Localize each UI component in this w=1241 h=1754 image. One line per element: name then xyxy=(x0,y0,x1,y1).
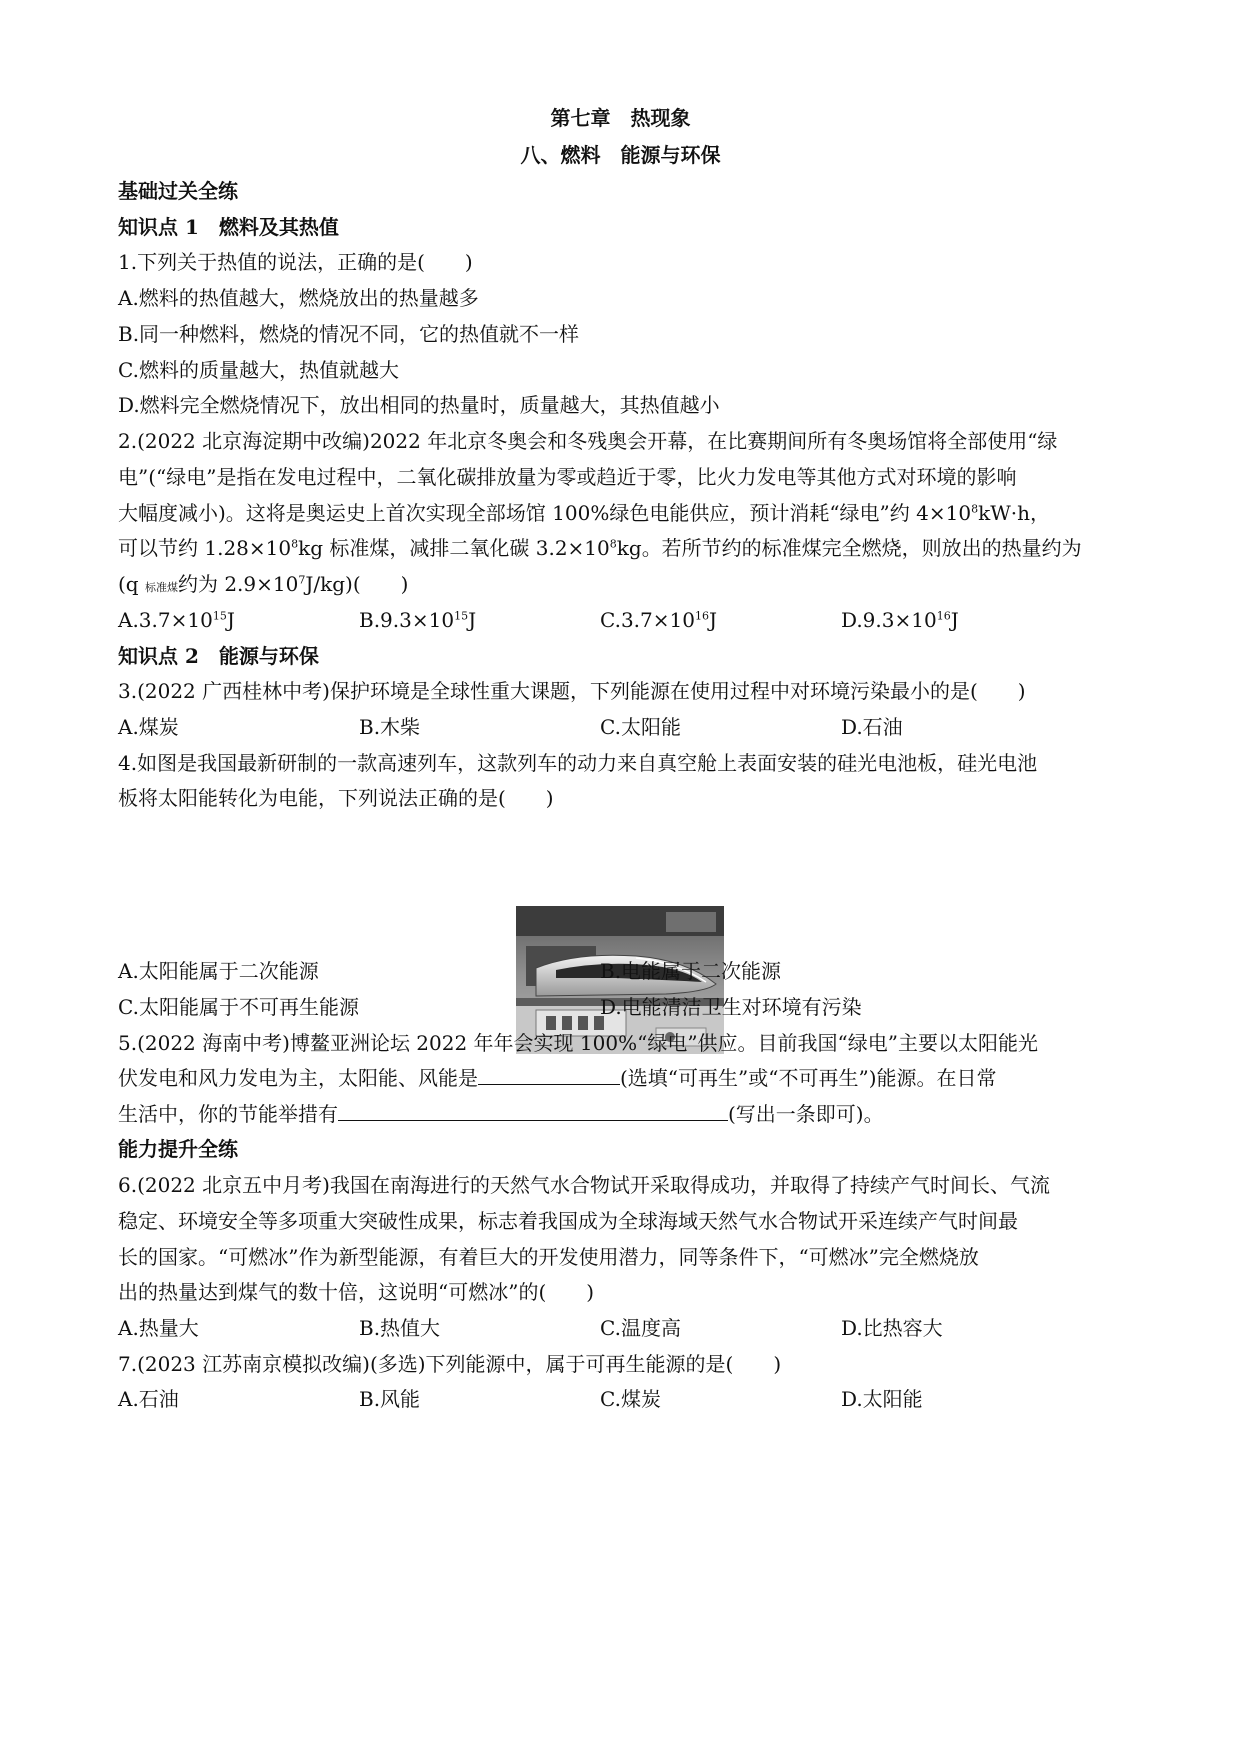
q1-option-d: D.燃料完全燃烧情况下，放出相同的热量时，质量越大，其热值越小 xyxy=(118,393,720,417)
q2-option-d xyxy=(841,606,959,634)
q4-option-c: C.太阳能属于不可再生能源 xyxy=(118,995,359,1019)
q2-option-b xyxy=(359,606,476,634)
q5-line-3-text-b: (写出一条即可)。 xyxy=(728,1102,884,1126)
q1-option-b: B.同一种燃料，燃烧的情况不同，它的热值就不一样 xyxy=(118,322,580,346)
q2-option-c-base: C.3.7×10 xyxy=(600,608,695,632)
q4-line-1: 4.如图是我国最新研制的一款高速列车，这款列车的动力来自真空舱上表面安装的硅光电池板，硅光电池 xyxy=(118,751,1038,775)
q2-option-b-exponent: 15 xyxy=(454,609,469,623)
q3-option-c: C.太阳能 xyxy=(600,715,681,739)
q6-line-4: 出的热量达到煤气的数十倍，这说明“可燃冰”的( ) xyxy=(118,1280,595,1304)
q2-option-b-base: B.9.3×10 xyxy=(359,608,455,632)
q2-line-5-exponent: 7 xyxy=(298,573,306,587)
q2-line-2: 电”(“绿电”是指在发电过程中，二氧化碳排放量为零或趋近于零，比火力发电等其他方式对环境的影响 xyxy=(118,465,1017,489)
q2-option-d-unit: J xyxy=(950,608,959,632)
q2-line-4-text-b: kg 标准煤，减排二氧化碳 3.2×10 xyxy=(298,536,610,560)
q2-option-b-unit: J xyxy=(468,608,477,632)
q5-line-1: 5.(2022 海南中考)博鳌亚洲论坛 2022 年年会实现 100%“绿电”供应。目前我国“绿电”主要以太阳能光 xyxy=(118,1031,1038,1055)
knowledge-point-2: 知识点 2 能源与环保 xyxy=(118,644,319,668)
q2-option-c xyxy=(600,606,717,634)
q6-option-c: C.温度高 xyxy=(600,1316,681,1340)
q3-option-a: A.煤炭 xyxy=(118,715,179,739)
q5-line-2-text-b: (选填“可再生”或“不可再生”)能源。在日常 xyxy=(620,1066,997,1090)
q6-line-1: 6.(2022 北京五中月考)我国在南海进行的天然气水合物试开采取得成功，并取得了持续产气时间长、气流 xyxy=(118,1173,1050,1197)
q3-option-d: D.石油 xyxy=(841,715,903,739)
q6-option-b: B.热值大 xyxy=(359,1316,441,1340)
q2-line-4-text-c: kg。若所节约的标准煤完全燃烧，则放出的热量约为 xyxy=(616,536,1082,560)
q2-line-4-text-a: 可以节约 1.28×10 xyxy=(118,536,292,560)
q3-stem: 3.(2022 广西桂林中考)保护环境是全球性重大课题，下列能源在使用过程中对环境污染最小的是( ) xyxy=(118,679,1026,703)
q2-option-d-exponent: 16 xyxy=(936,609,951,623)
q4-option-a: A.太阳能属于二次能源 xyxy=(118,959,319,983)
q2-line-3-text: 大幅度减小)。这将是奥运史上首次实现全部场馆 100%绿色电能供应，预计消耗“绿电”约 4×10 xyxy=(118,501,972,525)
q2-line-5-text-c: J/kg)( ) xyxy=(305,572,409,596)
q2-option-c-exponent: 16 xyxy=(694,609,709,623)
q2-line-5-text-b: 约为 2.9×10 xyxy=(177,572,299,596)
q6-line-2: 稳定、环境安全等多项重大突破性成果，标志着我国成为全球海域天然气水合物试开采连续产气时间最 xyxy=(118,1209,1018,1233)
q1-option-a: A.燃料的热值越大，燃烧放出的热量越多 xyxy=(118,286,479,310)
q5-line-2 xyxy=(118,1064,1128,1092)
q2-line-5-text-a: (q xyxy=(118,572,145,596)
part-advanced-title: 能力提升全练 xyxy=(118,1137,238,1161)
q3-option-b: B.木柴 xyxy=(359,715,421,739)
q1-stem: 1.下列关于热值的说法，正确的是( ) xyxy=(118,250,473,274)
q7-stem: 7.(2023 江苏南京模拟改编)(多选)下列能源中，属于可再生能源的是( ) xyxy=(118,1352,782,1376)
q6-line-3: 长的国家。“可燃冰”作为新型能源，有着巨大的开发使用潜力，同等条件下，“可燃冰”完全燃烧放 xyxy=(118,1245,979,1269)
q2-option-a xyxy=(118,606,235,634)
q2-line-4-exponent-1: 8 xyxy=(291,537,299,551)
q2-line-4-exponent-2: 8 xyxy=(609,537,617,551)
q4-line-2: 板将太阳能转化为电能，下列说法正确的是( ) xyxy=(118,786,554,810)
q5-line-2-text-a: 伏发电和风力发电为主，太阳能、风能是 xyxy=(118,1066,478,1090)
q2-option-a-exponent: 15 xyxy=(212,609,227,623)
section-title: 八、燃料 能源与环保 xyxy=(520,143,721,167)
q7-option-a: A.石油 xyxy=(118,1387,179,1411)
q7-option-c: C.煤炭 xyxy=(600,1387,661,1411)
knowledge-point-1: 知识点 1 燃料及其热值 xyxy=(118,215,339,239)
q7-option-d: D.太阳能 xyxy=(841,1387,923,1411)
q5-line-3 xyxy=(118,1100,1128,1128)
q2-line-5-subscript: 标准煤 xyxy=(144,581,178,594)
q2-option-d-base: D.9.3×10 xyxy=(841,608,937,632)
q6-option-a: A.热量大 xyxy=(118,1316,199,1340)
q1-option-c: C.燃料的质量越大，热值就越大 xyxy=(118,358,399,382)
q4-option-b: B.电能属于二次能源 xyxy=(600,959,782,983)
q2-line-3-exponent: 8 xyxy=(971,502,979,516)
q2-line-1: 2.(2022 北京海淀期中改编)2022 年北京冬奥会和冬残奥会开幕，在比赛期间所有冬奥场馆将全部使用“绿 xyxy=(118,429,1058,453)
q6-option-d: D.比热容大 xyxy=(841,1316,943,1340)
q7-option-b: B.风能 xyxy=(359,1387,421,1411)
q4-option-d: D.电能清洁卫生对环境有污染 xyxy=(600,995,862,1019)
q5-line-3-text-a: 生活中，你的节能举措有 xyxy=(118,1102,338,1126)
part-basic-title: 基础过关全练 xyxy=(118,179,238,203)
q2-option-c-unit: J xyxy=(708,608,717,632)
q5-answer-blank-2[interactable] xyxy=(338,1100,728,1121)
q2-line-3-unit: kW·h， xyxy=(978,501,1050,525)
q2-line-3 xyxy=(118,499,1128,527)
q2-line-4 xyxy=(118,534,1128,562)
chapter-title: 第七章 热现象 xyxy=(550,106,691,130)
q2-option-a-base: A.3.7×10 xyxy=(118,608,213,632)
q2-line-5 xyxy=(118,570,1128,602)
q2-option-a-unit: J xyxy=(226,608,235,632)
q5-answer-blank-1[interactable] xyxy=(478,1064,620,1085)
